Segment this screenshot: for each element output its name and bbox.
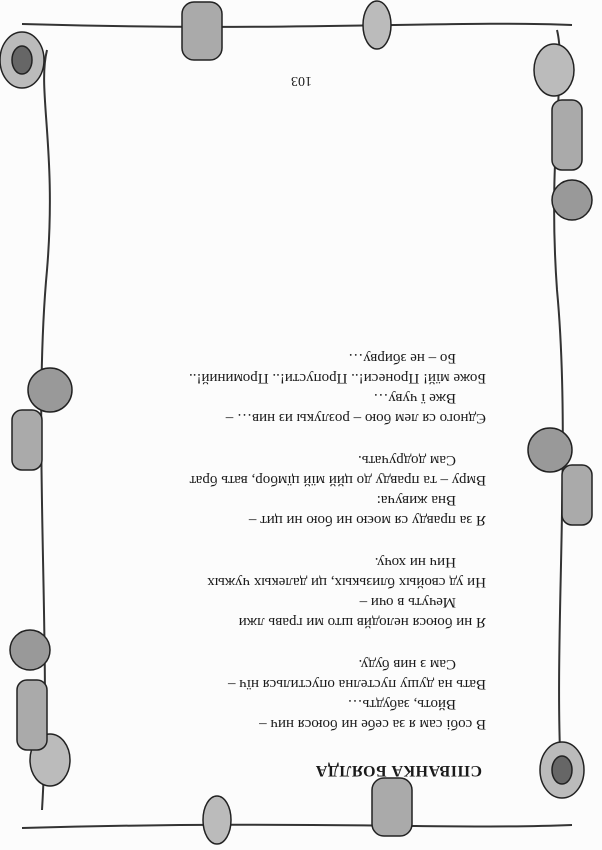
poem-line: Сам з нив буду.: [358, 656, 456, 672]
poem-line: Мечуть в очи –: [359, 594, 456, 610]
poem-line: Боже мїй! Пронеси!.. Пропусти!.. Проминий!..: [188, 370, 486, 386]
poem-block: [92, 326, 492, 780]
stanza: [92, 348, 492, 428]
poem-line: Сам додручать.: [358, 452, 456, 468]
poem-title: СПІВАНКА БОЯЛДА: [315, 762, 482, 779]
stanza: [92, 654, 492, 734]
poem-line: Вать на душу пустелна опустилься нїч –: [228, 676, 486, 692]
poem-line: Вмру – та правду до цйй мїй цїмбор, вать брат: [189, 472, 486, 488]
poem-line: Вже ї чуву…: [373, 390, 456, 406]
poem-line: Я ни боюся нелодйв што ми гравь лжи: [238, 614, 486, 630]
poem-line: Вйоть, забудть…: [347, 696, 456, 712]
poem-line: Вна живуча:: [376, 492, 456, 508]
stanza: [92, 450, 492, 530]
page-number: 103: [291, 73, 312, 88]
poem-line: Я за правду ся моєю ни бою ни цит –: [248, 512, 486, 528]
poem-line: Єдного ся лем бою – розлукы из нив… –: [225, 410, 486, 426]
poem-line: Нич ни хочу.: [374, 554, 456, 570]
poem-line: В собі сам я за себе ни боюся нич –: [259, 716, 486, 732]
poem-line: Ни уд свойых близькых, ци далекых чужых: [207, 574, 486, 590]
stanza: [92, 552, 492, 632]
poem-line: Бо – не збирву…: [348, 350, 456, 366]
